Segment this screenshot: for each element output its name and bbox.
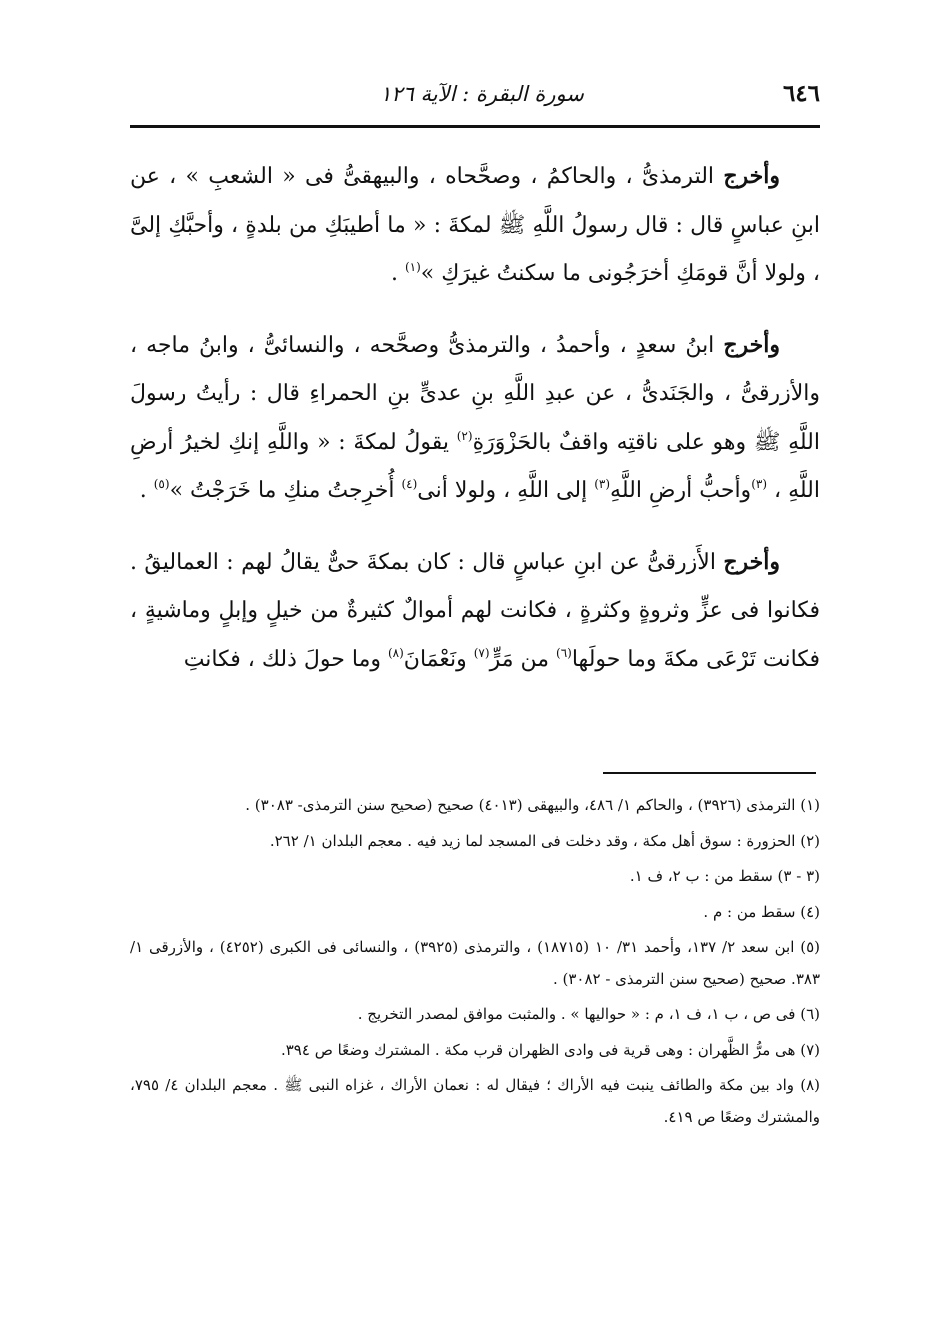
paragraph-text: إلى اللَّهِ ، ولولا أنى [417, 478, 595, 503]
footnote-8: (٨) واد بين مكة والطائف ينبت فيه الأراك ؛ فيقال له : نعمان الأراك ، غزاه النبى ﷺ . معجم البلدان ٤/ ٧٩٥، والمشترك وضعًا ص ٤١٩. [130, 1076, 820, 1126]
footnote-3: (٣ - ٣) سقط من : ب ٢، ف ١. [629, 867, 820, 885]
paragraph-lead: وأخرج [723, 331, 780, 358]
paragraph-end: . [390, 261, 405, 286]
footnote-ref[interactable]: (١) [404, 260, 421, 274]
paragraph-text: ونَعْمَانَ [403, 646, 474, 672]
paragraph-2 [130, 321, 820, 516]
main-text [130, 152, 820, 684]
footnote-ref[interactable]: (٢) [456, 428, 473, 443]
paragraph-text: الأَزرقىُّ عن ابنِ عباسٍ قال : كان بمكةَ حىٌّ يقالُ لهم : العماليقُ . فكانوا فى عزٍّ وثروةٍ وكثرةٍ ، فكانت لهم أموالٌ كثيرةٌ من خيلٍ وإبلٍ وماشيةٍ ، فكانت تَرْعَى مكةَ وما حولَها [130, 549, 820, 672]
paragraph-text: وأحبُّ أرضِ اللَّهِ [610, 478, 752, 503]
page-header [130, 80, 820, 116]
footnotes [130, 790, 820, 1137]
footnote-separator [603, 772, 816, 774]
header-rule [130, 125, 820, 128]
footnote-1: (١) الترمذى (٣٩٢٦) ، والحاكم ١/ ٤٨٦، والبيهقى (٤٠١٣) صحيح (صحيح سنن الترمذى- ٣٠٨٣) . [245, 796, 820, 814]
footnote-5: (٥) ابن سعد ٢/ ١٣٧، وأحمد ٣١/ ١٠ (١٨٧١٥) ، والترمذى (٣٩٢٥) ، والنسائى فى الكبرى (٤٢٥٢) ، والأزرقى ١/ ٣٨٣. صحيح (صحيح سنن الترمذى - ٣٠٨٢) . [130, 938, 821, 988]
paragraph-lead: وأخرج [723, 548, 780, 575]
footnote-ref[interactable]: (٦) [556, 645, 572, 660]
paragraph-lead: وأخرج [723, 163, 780, 189]
paragraph-text: وما حولَ ذلك ، فكانتِ [183, 646, 388, 672]
paragraph-end: . [139, 478, 154, 503]
paragraph-1 [130, 152, 820, 299]
footnote-ref[interactable]: (٣) [594, 477, 611, 491]
footnote-4: (٤) سقط من : م . [703, 902, 820, 921]
running-title: سورة البقرة : الآية ١٢٦ [380, 82, 584, 106]
footnote-6: (٦) فى ص ، ب ١، ف ١، م : « حواليها » . والمثبت موافق لمصدر التخريج . [357, 1005, 820, 1023]
footnote-ref[interactable]: (٥) [153, 477, 170, 491]
footnote-ref[interactable]: (٤) [401, 477, 418, 491]
paragraph-text: الترمذىُّ ، والحاكمُ ، وصحَّحاه ، والبيهقىُّ فى « الشعبِ » ، عن ابنِ عباسٍ قال : قال رسولُ اللَّهِ ﷺ لمكةَ : « ما أطيبَكِ من بلدةٍ ، وأحبَّكِ إلىَّ ، ولولا أنَّ قومَكِ أخرَجُونى ما سكنتُ غيرَكِ » [130, 164, 820, 286]
footnote-ref[interactable]: (٨) [387, 645, 404, 660]
footnote-2: (٢) الحزورة : سوق أهل مكة ، وقد دخلت فى المسجد لما زيد فيه . معجم البلدان ١/ ٢٦٢. [269, 831, 820, 850]
footnote-ref[interactable]: (٧) [473, 645, 490, 660]
paragraph-text: يقولُ لمكةَ : « واللَّهِ إنكِ لخيرُ أرضِ اللَّهِ ، [130, 429, 820, 503]
page-number: ٦٤٦ [782, 80, 820, 107]
paragraph-text: ابنُ سعدٍ ، وأحمدُ ، والترمذىُّ وصحَّحه ، والنسائىُّ ، وابنُ ماجه ، والأزرقىُّ ، والجَنَدىُّ ، عن عبدِ اللَّهِ بنِ عدىٍّ بنِ الحمراءِ قال : رأيتُ رسولَ اللَّهِ ﷺ وهو على ناقتِه واقفٌ بالحَزْوَرَةِ [130, 332, 820, 455]
paragraph-text: أُخرِجتُ منكِ ما خَرَجْتُ » [169, 478, 402, 503]
paragraph-text: من مَرٍّ [489, 646, 557, 672]
footnote-ref[interactable]: (٣) [751, 477, 768, 491]
paragraph-3 [130, 538, 820, 685]
footnote-7: (٧) هى مرُّ الظَّهران : وهى قرية فى وادى الظهران قرب مكة . المشترك وضعًا ص ٣٩٤. [280, 1040, 820, 1059]
